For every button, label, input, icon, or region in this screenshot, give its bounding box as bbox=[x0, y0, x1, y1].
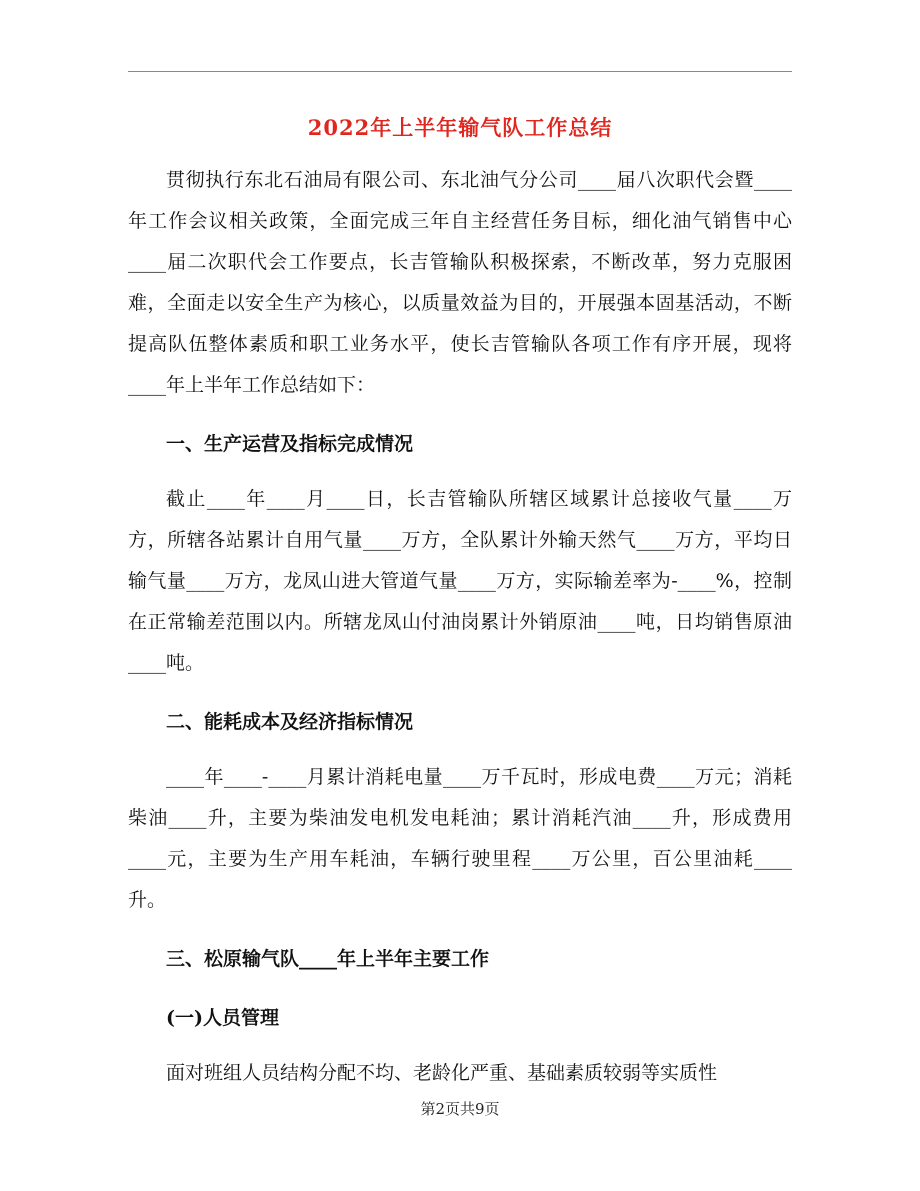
section3-heading: 三、松原输气队____年上半年主要工作 bbox=[166, 948, 490, 970]
page-number: 第2页共9页 bbox=[420, 1100, 500, 1118]
intro-paragraph: 贯彻执行东北石油局有限公司、东北油气分公司____届八次职代会暨____年工作会议相关政策，全面完成三年自主经营任务目标，细化油气销售中心____届二次职代会工作要点，长吉管输队积极探索，不断改革，努力克服困难，全面走以安全生产为核心，以质量效益为目的，开展强本固基活动，不断提高队伍整体素质和职工业务水平，使长吉管输队各项工作有序开展，现将____年上半年工作总结如下： bbox=[128, 169, 792, 396]
header-rule bbox=[128, 71, 792, 72]
section1-paragraph: 截止____年____月____日，长吉管输队所辖区域累计总接收气量____万方，所辖各站累计自用气量____万方，全队累计外输天然气____万方，平均日输气量____万方，龙凤山进大管道气量____万方，实际输差率为-____%，控制在正常输差范围以内。所辖龙凤山付油岗累计外销原油____吨，日均销售原油____吨。 bbox=[128, 488, 792, 674]
section2-paragraph: ____年____-____月累计消耗电量____万千瓦时，形成电费____万元；消耗柴油____升，主要为柴油发电机发电耗油；累计消耗汽油____升，形成费用____元，主要为生产用车耗油，车辆行驶里程____万公里，百公里油耗____升。 bbox=[128, 766, 792, 911]
section2-heading: 二、能耗成本及经济指标情况 bbox=[166, 711, 414, 733]
document-body bbox=[128, 160, 792, 1094]
subsection1-paragraph: 面对班组人员结构分配不均、老龄化严重、基础素质较弱等实质性 bbox=[166, 1062, 718, 1084]
subsection1-heading: (一)人员管理 bbox=[166, 1007, 279, 1029]
section1-heading: 一、生产运营及指标完成情况 bbox=[166, 433, 414, 455]
document-title: 2022年上半年输气队工作总结 bbox=[307, 115, 613, 140]
